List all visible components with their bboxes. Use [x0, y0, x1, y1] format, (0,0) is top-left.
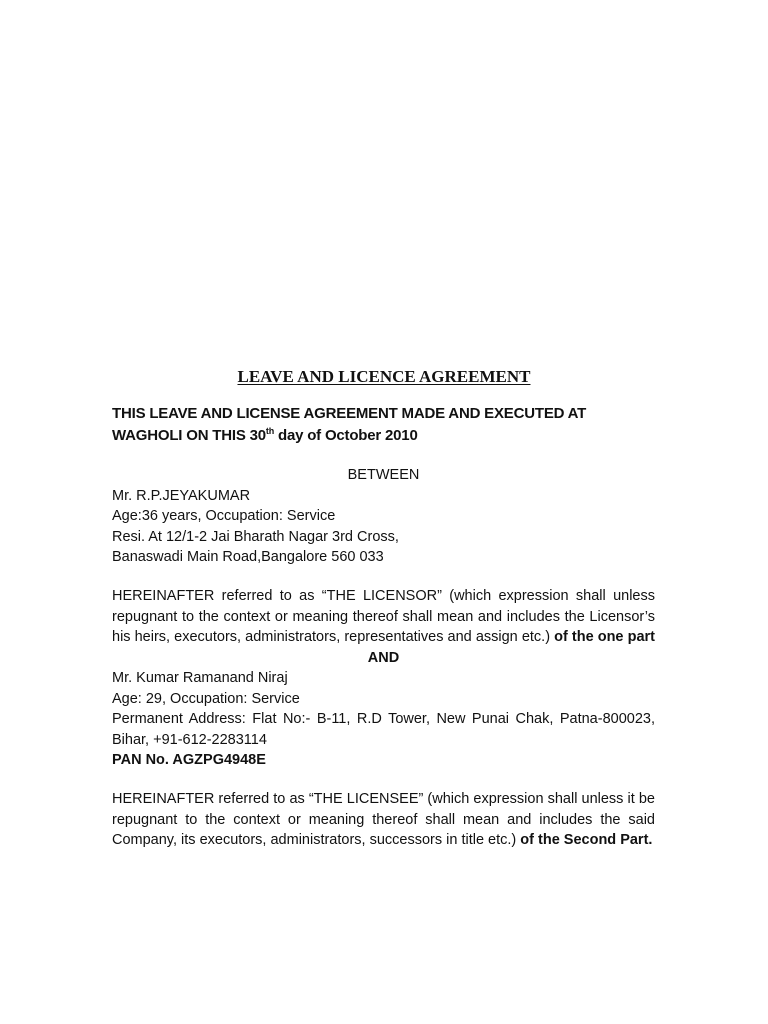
licensor-age-occupation: Age:36 years, Occupation: Service [112, 508, 336, 524]
agreement-heading-line-2-end: day of October 2010 [274, 427, 418, 444]
licensee-address-line-1: Permanent Address: Flat No:- B-11, R.D Tower, New Punai Chak, Patna-800023, [112, 711, 655, 727]
and-label: AND [367, 649, 400, 666]
agreement-heading [112, 403, 655, 447]
agreement-heading-line-1: THIS LEAVE AND LICENSE AGREEMENT MADE AND EXECUTED AT [112, 405, 587, 422]
licensee-name: Mr. Kumar Ramanand Niraj [112, 670, 288, 686]
licensee-clause-line-2: repugnant to the context or meaning thereof shall mean and includes the said [112, 811, 655, 828]
agreement-heading-line-2-start: WAGHOLI ON THIS 30 [112, 427, 266, 444]
licensor-name: Mr. R.P.JEYAKUMAR [112, 487, 251, 504]
licensor-clause-line-1: HEREINAFTER referred to as “THE LICENSOR” (which expression shall unless [112, 588, 655, 604]
licensee-pan: PAN No. AGZPG4948E [112, 752, 266, 768]
licensee-clause-line-3 [112, 830, 655, 851]
licensee-clause [112, 789, 655, 851]
licensor-one-part: of the one part [554, 629, 655, 645]
licensee-second-part: of the Second Part. [520, 832, 653, 848]
licensee-clause-line-3-text: Company, its executors, administrators, successors in title etc.) [112, 832, 521, 848]
licensor-clause-line-3 [112, 627, 655, 648]
licensee-clause-line-1: HEREINAFTER referred to as “THE LICENSEE” (which expression shall unless it be [112, 791, 655, 807]
licensor-clause [112, 586, 655, 771]
between-label: BETWEEN [347, 467, 420, 483]
licensor-clause-line-3-text: his heirs, executors, administrators, representatives and assign etc.) [112, 629, 555, 645]
licensee-address-line-2: Bihar, +91-612-2283114 [112, 731, 267, 748]
parties-section [112, 465, 655, 568]
agreement-heading-ordinal: th [265, 426, 275, 436]
licensor-address-line-2: Banaswadi Main Road,Bangalore 560 033 [112, 549, 384, 565]
licensee-age-occupation: Age: 29, Occupation: Service [112, 690, 300, 707]
licensor-address-line-1: Resi. At 12/1-2 Jai Bharath Nagar 3rd Cross, [112, 528, 399, 545]
document-title: LEAVE AND LICENCE AGREEMENT [237, 367, 531, 386]
agreement-heading-line-2 [112, 425, 655, 447]
licensor-clause-line-2: repugnant to the context or meaning thereof shall mean and includes the Licensor’s [112, 608, 655, 625]
